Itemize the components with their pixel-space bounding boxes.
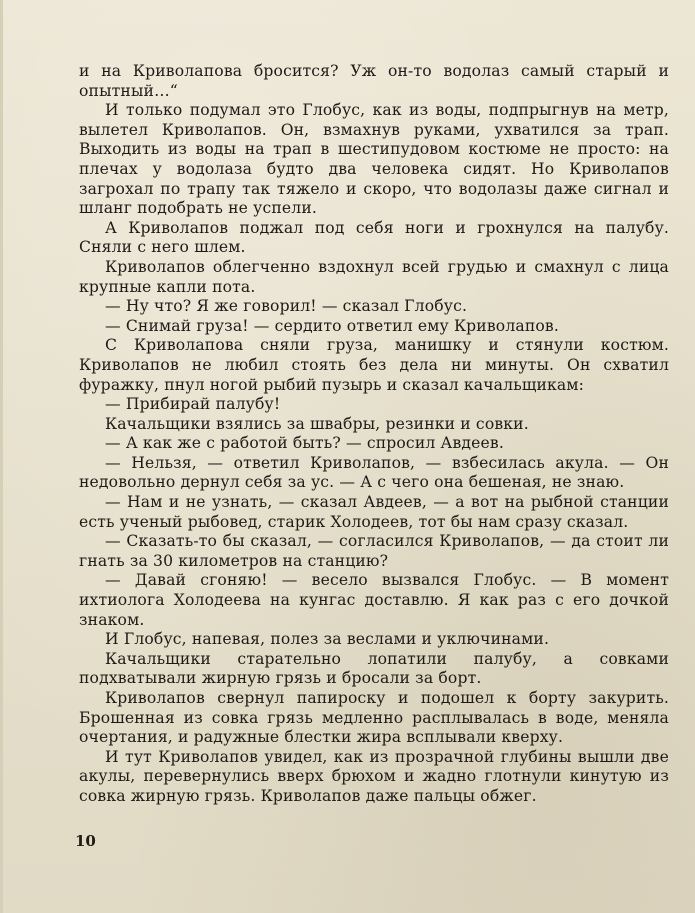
paragraph: И только подумал это Глобус, как из воды, подпрыгнув на метр, вылетел Криволапов. Он, взмахнув руками, ухватился за трап. Выходить из воды на трап в шестипудовом костюме не просто: на плечах у водолаза будто два человека сидят. Но Криволапов загрохал по трапу так тяжело и скоро, что водолазы даже сигнал и шланг подобрать не успели. [79,101,669,218]
dialogue-line: — Нельзя, — ответил Криволапов, — взбесилась акула. — Он недовольно дернул себя за ус. — А с чего она бешеная, не знаю. [79,453,669,492]
dialogue-line: — Ну что? Я же говорил! — сказал Глобус. [105,297,468,316]
dialogue-line: — Давай сгоняю! — весело вызвался Глобус. — В момент ихтиолога Холодеева на кунгас доставлю. Я как раз с его дочкой знаком. [79,571,669,629]
paragraph: Криволапов облегченно вздохнул всей грудью и смахнул с лица крупные капли пота. [79,257,669,296]
paragraph: И тут Криволапов увидел, как из прозрачной глубины вышли две акулы, перевернулись вверх брюхом и жадно глотнули кинутую из совка жирную грязь. Криволапов даже пальцы обжег. [79,747,669,805]
dialogue-line: — А как же с работой быть? — спросил Авдеев. [105,434,504,453]
paragraph: Качальщики старательно лопатили палубу, а совками подхватывали жирную грязь и бросали за борт. [79,649,669,688]
paragraph: А Криволапов поджал под себя ноги и грохнулся на палубу. Сняли с него шлем. [79,218,669,257]
dialogue-line: — Прибирай палубу! [105,395,281,414]
dialogue-line: — Нам и не узнать, — сказал Авдеев, — а вот на рыбной станции есть ученый рыбовед, старик Холодеев, тот бы нам сразу сказал. [79,493,669,531]
dialogue-line: — Сказать-то бы сказал, — согласился Криволапов, — да стоит ли гнать за 30 километров на станцию? [79,532,669,570]
paragraph: Криволапов свернул папироску и подошел к борту закурить. Брошенная из совка грязь медленно расплывалась в воде, меняла очертания, и радужные блестки жира всплывали кверху. [79,689,669,747]
page-text [79,62,669,807]
paragraph-continuation: и на Криволапова бросится? Уж он-то водолаз самый старый и опытный…“ [79,62,669,100]
paragraph: Качальщики взялись за швабры, резинки и совки. [105,414,529,433]
paragraph: И Глобус, напевая, полез за веслами и уключинами. [105,630,550,649]
page-number: 10 [75,832,96,850]
paragraph: С Криволапова сняли груза, манишку и стянули костюм. Криволапов не любил стоять без дела ни минуты. Он схватил фуражку, пнул ногой рыбий пузырь и сказал качальщикам: [79,336,669,394]
dialogue-line: — Снимай груза! — сердито ответил ему Криволапов. [105,316,559,335]
